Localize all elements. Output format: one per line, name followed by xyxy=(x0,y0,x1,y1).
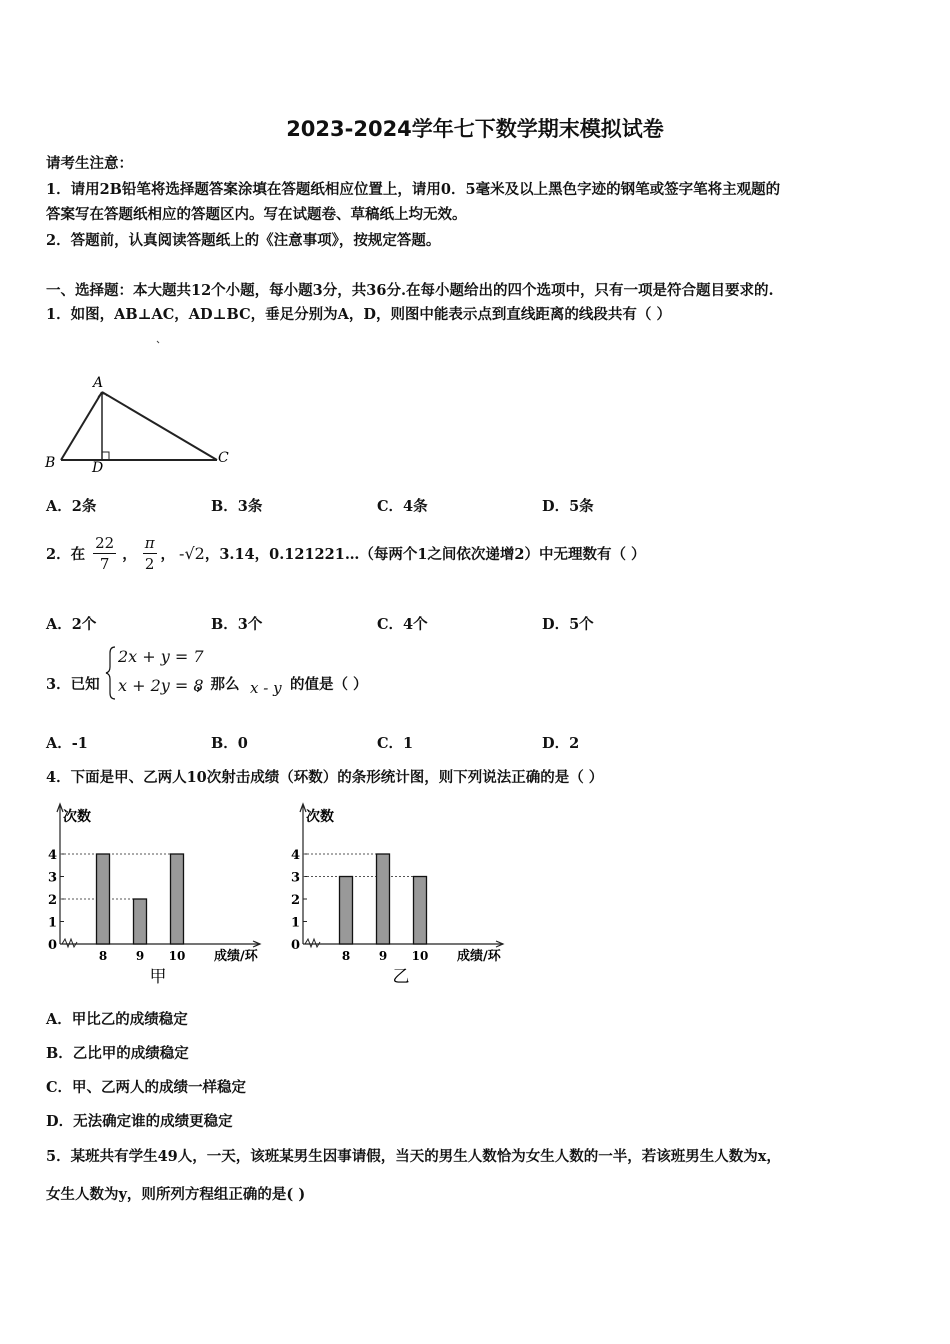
q4-stem: 4．下面是甲、乙两人10次射击成绩（环数）的条形统计图，则下列说法正确的是（ ） xyxy=(46,769,604,786)
y-tick-label: 2 xyxy=(291,893,301,908)
q1-stem: 1．如图，AB⊥AC，AD⊥BC，垂足分别为A，D，则图中能表示点到直线距离的线段共有（ ） xyxy=(46,306,671,323)
label-a: A xyxy=(93,375,104,391)
q2-sqrt: -√2 xyxy=(179,543,205,563)
label-b: B xyxy=(45,455,56,471)
x-axis-label: 成绩/环 xyxy=(457,949,501,964)
q1-triangle-figure xyxy=(40,336,240,476)
q4-option-d[interactable]: D．无法确定谁的成绩更稳定 xyxy=(46,1113,233,1130)
q2-stem: 2．在 $\frac{22}{7}$ ， $\frac{\pi}{2}$ ， -√2 ，3.14，0.121221…（每两个1之间依次递增2）中无理数有（ ） xyxy=(46,533,646,573)
chart-jia xyxy=(40,800,280,995)
bar-9 xyxy=(134,899,147,944)
x-axis-label: 成绩/环 xyxy=(214,949,258,964)
y-tick-label: 4 xyxy=(48,848,58,863)
x-tick-label-8: 8 xyxy=(341,949,351,963)
y-axis-label: 次数 xyxy=(306,809,334,825)
q3-option-d[interactable]: D．2 xyxy=(542,735,580,752)
q4-option-c[interactable]: C．甲、乙两人的成绩一样稳定 xyxy=(46,1079,247,1096)
q3-suffix: 的值是（ ） xyxy=(290,676,368,693)
q1-option-c[interactable]: C．4条 xyxy=(377,498,428,515)
notice-item-1-line-1: 1．请用2B铅笔将选择题答案涂填在答题纸相应位置上，请用0．5毫米及以上黑色字迹的钢笔或签字笔将主观题的 xyxy=(46,181,781,198)
x-tick-label-9: 9 xyxy=(378,949,388,963)
q2-fraction-pi-2 xyxy=(143,533,157,574)
chart-yi xyxy=(283,800,523,995)
q2-suffix: ，3.14，0.121221…（每两个1之间依次递增2）中无理数有（ ） xyxy=(204,545,646,563)
q4-option-a[interactable]: A．甲比乙的成绩稳定 xyxy=(46,1011,188,1028)
x-tick-label-8: 8 xyxy=(98,949,108,963)
bar-10 xyxy=(171,854,184,944)
q3-equation-1: 2x + y = 7 xyxy=(118,647,204,666)
segment-ab xyxy=(61,392,102,460)
bar-8 xyxy=(340,877,353,945)
q2-option-c[interactable]: C．4个 xyxy=(377,616,428,633)
q2-frac2-num: π xyxy=(144,533,155,552)
q2-frac1-num: 22 xyxy=(95,533,115,552)
bar-8 xyxy=(97,854,110,944)
y-axis-label: 次数 xyxy=(63,809,91,825)
q5-line-2: 女生人数为y，则所列方程组正确的是( ) xyxy=(46,1186,306,1203)
q2-option-d[interactable]: D．5个 xyxy=(542,616,594,633)
q4-option-b[interactable]: B．乙比甲的成绩稳定 xyxy=(46,1045,189,1062)
segment-ac xyxy=(102,392,217,460)
q3-equation-2: x + 2y = 8 xyxy=(118,676,204,695)
y-tick-label: 2 xyxy=(48,893,58,908)
q3-option-b[interactable]: B．0 xyxy=(211,735,248,752)
y-tick-label: 3 xyxy=(291,870,301,886)
y-tick-label: 1 xyxy=(48,915,58,931)
q2-frac1-den: 7 xyxy=(99,554,110,573)
notice-item-2: 2．答题前，认真阅读答题纸上的《注意事项》，按规定答题。 xyxy=(46,232,441,249)
q3-option-c[interactable]: C．1 xyxy=(377,735,414,752)
axis-break-mark xyxy=(62,939,77,947)
bar-10 xyxy=(414,877,427,945)
q3-brace xyxy=(104,645,118,701)
stray-mark xyxy=(157,341,159,343)
y-tick-label: 0 xyxy=(291,938,301,953)
q3-prefix: 3．已知 xyxy=(46,676,100,693)
q3-mid: ，那么 xyxy=(196,676,240,693)
q1-option-b[interactable]: B．3条 xyxy=(211,498,263,515)
notice-item-1-line-2: 答案写在答题纸相应的答题区内。写在试题卷、草稿纸上均无效。 xyxy=(46,206,467,223)
q2-prefix: 2．在 xyxy=(46,545,86,563)
axis-break-mark xyxy=(305,939,320,947)
y-tick-label: 0 xyxy=(48,938,58,953)
q2-frac2-den: 2 xyxy=(144,554,155,573)
q2-option-b[interactable]: B．3个 xyxy=(211,616,263,633)
y-tick-label: 1 xyxy=(291,915,301,931)
label-d: D xyxy=(92,460,104,476)
label-c: C xyxy=(218,450,229,466)
q1-option-d[interactable]: D．5条 xyxy=(542,498,594,515)
chart-title: 甲 xyxy=(149,967,167,987)
q2-option-a[interactable]: A．2个 xyxy=(46,616,97,633)
x-tick-label-10: 10 xyxy=(168,949,186,963)
chart-title: 乙 xyxy=(392,967,410,987)
y-tick-label: 3 xyxy=(48,870,58,886)
section-heading: 一、选择题：本大题共12个小题，每小题3分，共36分.在每小题给出的四个选项中，只有一项是符合题目要求的. xyxy=(46,282,774,299)
q3-option-a[interactable]: A．-1 xyxy=(46,735,88,752)
q3-expression: x - y xyxy=(250,679,282,697)
y-tick-label: 4 xyxy=(291,848,301,863)
page-title: 2023-2024学年七下数学期末模拟试卷 xyxy=(286,117,664,141)
x-tick-label-9: 9 xyxy=(135,949,145,963)
notice-heading: 请考生注意： xyxy=(46,155,133,172)
x-tick-label-10: 10 xyxy=(411,949,429,963)
q5-line-1: 5．某班共有学生49人，一天，该班某男生因事请假，当天的男生人数恰为女生人数的一半，若该班男生人数为x， xyxy=(46,1148,781,1165)
q1-option-a[interactable]: A．2条 xyxy=(46,498,97,515)
bar-9 xyxy=(377,854,390,944)
right-angle-mark-d xyxy=(102,452,109,460)
q2-fraction-22-7 xyxy=(93,533,116,574)
